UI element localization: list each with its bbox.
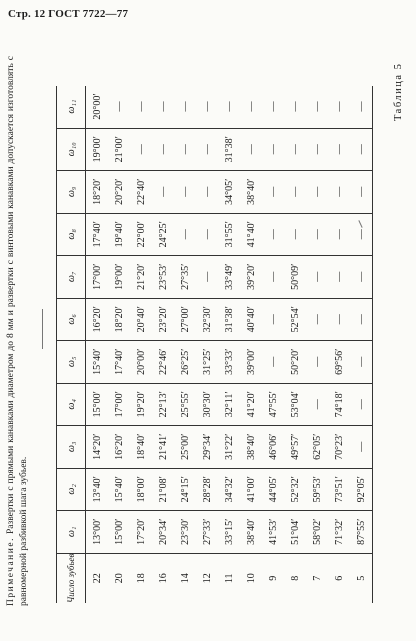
teeth-count-cell: 12 <box>196 553 218 603</box>
angle-cell: 34°05′ <box>218 171 240 214</box>
angle-cell: 33°33′ <box>218 341 240 384</box>
angle-cell: 15°00′ <box>86 383 109 426</box>
angle-cell: 22°00′ <box>130 213 152 256</box>
teeth-count-cell: 8 <box>284 553 306 603</box>
teeth-count-cell: 22 <box>86 553 109 603</box>
angle-cell: — <box>306 383 328 426</box>
column-header: ω₇ <box>57 256 86 299</box>
angle-cell: — <box>306 256 328 299</box>
column-header: ω₄ <box>57 383 86 426</box>
angle-cell: — <box>196 128 218 171</box>
angle-cell: — <box>350 383 373 426</box>
angle-cell: 15°40′ <box>108 468 130 511</box>
angle-cell: — <box>201 101 213 112</box>
angle-cell: 22°40′ <box>130 171 152 214</box>
angle-cell: 32°11′ <box>218 383 240 426</box>
angle-cell: 21°20′ <box>130 256 152 299</box>
column-header: ω₂ <box>57 468 86 511</box>
angle-cell: — <box>350 171 373 214</box>
table-row <box>196 86 218 603</box>
angle-cell: — <box>306 298 328 341</box>
angle-cell: 52°54′ <box>284 298 306 341</box>
angle-cell: 27°00′ <box>174 298 196 341</box>
angle-cell: — <box>262 256 284 299</box>
angle-cell: 47°55′ <box>262 383 284 426</box>
table-note <box>5 56 31 606</box>
angle-cell: 19°00′ <box>86 128 109 171</box>
angle-cell: 20°00′ <box>130 341 152 384</box>
angle-cell: 53°04′ <box>284 383 306 426</box>
table-row <box>174 86 196 603</box>
angle-cell: 23°30′ <box>174 511 196 554</box>
angle-cell: — <box>174 213 196 256</box>
angle-cell: 50°20′ <box>284 341 306 384</box>
angle-cell: — <box>306 213 328 256</box>
table-row <box>152 86 174 603</box>
teeth-count-cell: 11 <box>218 553 240 603</box>
angle-cell: 38°40′ <box>240 171 262 214</box>
angle-cell: — <box>306 171 328 214</box>
table-row <box>86 86 109 603</box>
angle-cell: 27°33′ <box>196 511 218 554</box>
angle-cell: 26°25′ <box>174 341 196 384</box>
angle-cell: 73°51′ <box>328 468 350 511</box>
column-header: ω₅ <box>57 341 86 384</box>
angle-cell: — <box>135 101 147 112</box>
angle-cell: — <box>262 298 284 341</box>
teeth-count-cell: 18 <box>130 553 152 603</box>
angle-cell: 46°06′ <box>262 426 284 469</box>
angle-cell: 62°05′ <box>306 426 328 469</box>
note-label: Примечание. <box>6 537 16 606</box>
angle-cell: 13°00′ <box>86 511 109 554</box>
angle-cell: 44°05′ <box>262 468 284 511</box>
angle-cell: — <box>262 171 284 214</box>
angle-cell: 69°56′ <box>328 341 350 384</box>
angle-cell: 39°00′ <box>240 341 262 384</box>
angle-cell: 18°20′ <box>86 171 109 214</box>
angle-cell: 16°20′ <box>86 298 109 341</box>
angle-cell: 25°55′ <box>174 383 196 426</box>
angle-cell: 16°20′ <box>108 426 130 469</box>
angle-cell: 31°38′ <box>218 128 240 171</box>
angle-cell: 21°00′ <box>108 128 130 171</box>
angle-cell: 41°53′ <box>262 511 284 554</box>
angle-cell: — <box>306 128 328 171</box>
angle-cell: 17°00′ <box>108 383 130 426</box>
angle-cell: 27°35′ <box>174 256 196 299</box>
angle-cell: 38°40′ <box>240 426 262 469</box>
angle-cell: 87°55′ <box>350 511 373 554</box>
angle-cell: — <box>284 171 306 214</box>
column-header: ω₁ <box>57 511 86 554</box>
angle-cell: 17°20′ <box>130 511 152 554</box>
angle-cell: 25°00′ <box>174 426 196 469</box>
angle-cell: 20°00′ <box>91 93 103 120</box>
angle-cell: — <box>284 128 306 171</box>
angle-cell: — <box>262 341 284 384</box>
angle-cell: 28°28′ <box>196 468 218 511</box>
angle-cell: — <box>174 171 196 214</box>
angle-cell: 33°15′ <box>218 511 240 554</box>
angle-cell: — <box>240 128 262 171</box>
table-row <box>240 86 262 603</box>
teeth-count-cell: 7 <box>306 553 328 603</box>
angle-cell: 23°53′ <box>152 256 174 299</box>
teeth-count-cell: 14 <box>174 553 196 603</box>
angle-cell: 31°25′ <box>196 341 218 384</box>
angle-cell: 41°00′ <box>240 468 262 511</box>
angle-cell: — <box>350 213 373 256</box>
angle-cell: — <box>223 101 235 112</box>
angle-cell: 22°13′ <box>152 383 174 426</box>
angle-cell: — <box>350 298 373 341</box>
angle-cell: 74°18′ <box>328 383 350 426</box>
angle-cell: 24°15′ <box>174 468 196 511</box>
angle-cell: 38°40′ <box>240 511 262 554</box>
table-row <box>328 86 350 603</box>
angle-cell: — <box>328 256 350 299</box>
angle-cell: 71°32′ <box>328 511 350 554</box>
angle-cell: 23°20′ <box>152 298 174 341</box>
angle-cell: 21°08′ <box>152 468 174 511</box>
column-header: ω₁₁ <box>57 86 86 129</box>
angle-cell: — <box>152 171 174 214</box>
angle-cell: — <box>174 128 196 171</box>
angle-cell: — <box>328 298 350 341</box>
angle-cell: 24°25′ <box>152 213 174 256</box>
table-row <box>350 86 373 603</box>
table-row <box>306 86 328 603</box>
angle-cell: 41°20′ <box>240 383 262 426</box>
angle-cell: 31°55′ <box>218 213 240 256</box>
column-header: ω₃ <box>57 426 86 469</box>
angle-cell: 39°20′ <box>240 256 262 299</box>
angle-cell: — <box>333 101 345 112</box>
angle-cell: 17°40′ <box>86 213 109 256</box>
angle-cell: 15°00′ <box>108 511 130 554</box>
angle-cell: 34°32′ <box>218 468 240 511</box>
angle-cell: — <box>328 171 350 214</box>
note-text: Развертки с прямыми канавками диаметром до 8 мм и развертки с винтовыми канавками допускается изготовлять с равномерной разбивкой шага зубьев. <box>6 56 29 606</box>
teeth-count-cell: 20 <box>108 553 130 603</box>
angle-cell: — <box>328 128 350 171</box>
angle-cell: 21°41′ <box>152 426 174 469</box>
angle-cell: — <box>284 213 306 256</box>
teeth-count-cell: 6 <box>328 553 350 603</box>
angle-cell: — <box>262 213 284 256</box>
angle-cell: 18°00′ <box>130 468 152 511</box>
angle-cell: 20°20′ <box>108 171 130 214</box>
angle-cell: 13°40′ <box>86 468 109 511</box>
page-header: Стр. 12 ГОСТ 7722—77 <box>8 8 129 20</box>
angle-cell: 20°40′ <box>130 298 152 341</box>
angle-cell: 59°53′ <box>306 468 328 511</box>
angle-cell: 51°04′ <box>284 511 306 554</box>
angle-cell: — <box>306 341 328 384</box>
angle-cell: 30°30′ <box>196 383 218 426</box>
angle-cell: 50°09′ <box>284 256 306 299</box>
angle-cell: 52°32′ <box>284 468 306 511</box>
angle-cell: — <box>350 128 373 171</box>
angle-cell: — <box>350 256 373 299</box>
angle-cell: 31°38′ <box>218 298 240 341</box>
teeth-count-cell: 9 <box>262 553 284 603</box>
signature-line <box>42 309 43 349</box>
angle-cell: — <box>328 213 350 256</box>
angle-cell: 29°34′ <box>196 426 218 469</box>
teeth-count-cell: 16 <box>152 553 174 603</box>
table-row <box>262 86 284 603</box>
angle-cell: — <box>350 341 373 384</box>
angle-cell: 18°40′ <box>130 426 152 469</box>
angle-cell: — <box>245 101 257 112</box>
angle-cell: — <box>267 101 279 112</box>
column-header: Число зубьев <box>57 553 86 603</box>
angle-cell: 20°34′ <box>152 511 174 554</box>
angle-cell: — <box>196 256 218 299</box>
table-caption: Таблица 5 <box>393 62 404 121</box>
angle-cell: 15°40′ <box>86 341 109 384</box>
angle-cell: 17°00′ <box>86 256 109 299</box>
angle-cell: — <box>157 101 169 112</box>
angle-cell: 49°57′ <box>284 426 306 469</box>
angle-cell: 58°02′ <box>306 511 328 554</box>
angle-cell: 14°20′ <box>86 426 109 469</box>
angle-cell: — <box>350 426 373 469</box>
angle-cell: 41°40′ <box>240 213 262 256</box>
angle-cell: 70°23′ <box>328 426 350 469</box>
angle-cell: — <box>289 101 301 112</box>
angle-cell: 92°05′ <box>350 468 373 511</box>
column-header: ω₁₀ <box>57 128 86 171</box>
angle-cell: — <box>113 101 125 112</box>
angle-cell: 18°20′ <box>108 298 130 341</box>
angle-cell: — <box>179 101 191 112</box>
angle-cell: 19°40′ <box>108 213 130 256</box>
angle-cell: — <box>311 101 323 112</box>
angle-cell: — <box>152 128 174 171</box>
column-header: ω₉ <box>57 171 86 214</box>
angle-cell: 32°30′ <box>196 298 218 341</box>
angle-cell: 17°40′ <box>108 341 130 384</box>
angle-cell: — <box>196 171 218 214</box>
angle-cell: 22°46′ <box>152 341 174 384</box>
angle-cell: 33°49′ <box>218 256 240 299</box>
table-row <box>218 86 240 603</box>
angle-cell: 31°22′ <box>218 426 240 469</box>
header-row <box>57 86 86 603</box>
teeth-count-cell: 10 <box>240 553 262 603</box>
angle-cell: 19°00′ <box>108 256 130 299</box>
column-header: ω₈ <box>57 213 86 256</box>
angle-cell: — <box>350 86 373 129</box>
teeth-count-cell: 5 <box>350 553 373 603</box>
angle-cell: — <box>196 213 218 256</box>
column-header: ω₆ <box>57 298 86 341</box>
angle-cell: 19°20′ <box>130 383 152 426</box>
table-row <box>130 86 152 603</box>
table-row <box>284 86 306 603</box>
table-row <box>108 86 130 603</box>
angle-cell: 40°40′ <box>240 298 262 341</box>
angles-table <box>56 86 373 603</box>
angle-cell: — <box>262 128 284 171</box>
angle-cell: — <box>130 128 152 171</box>
